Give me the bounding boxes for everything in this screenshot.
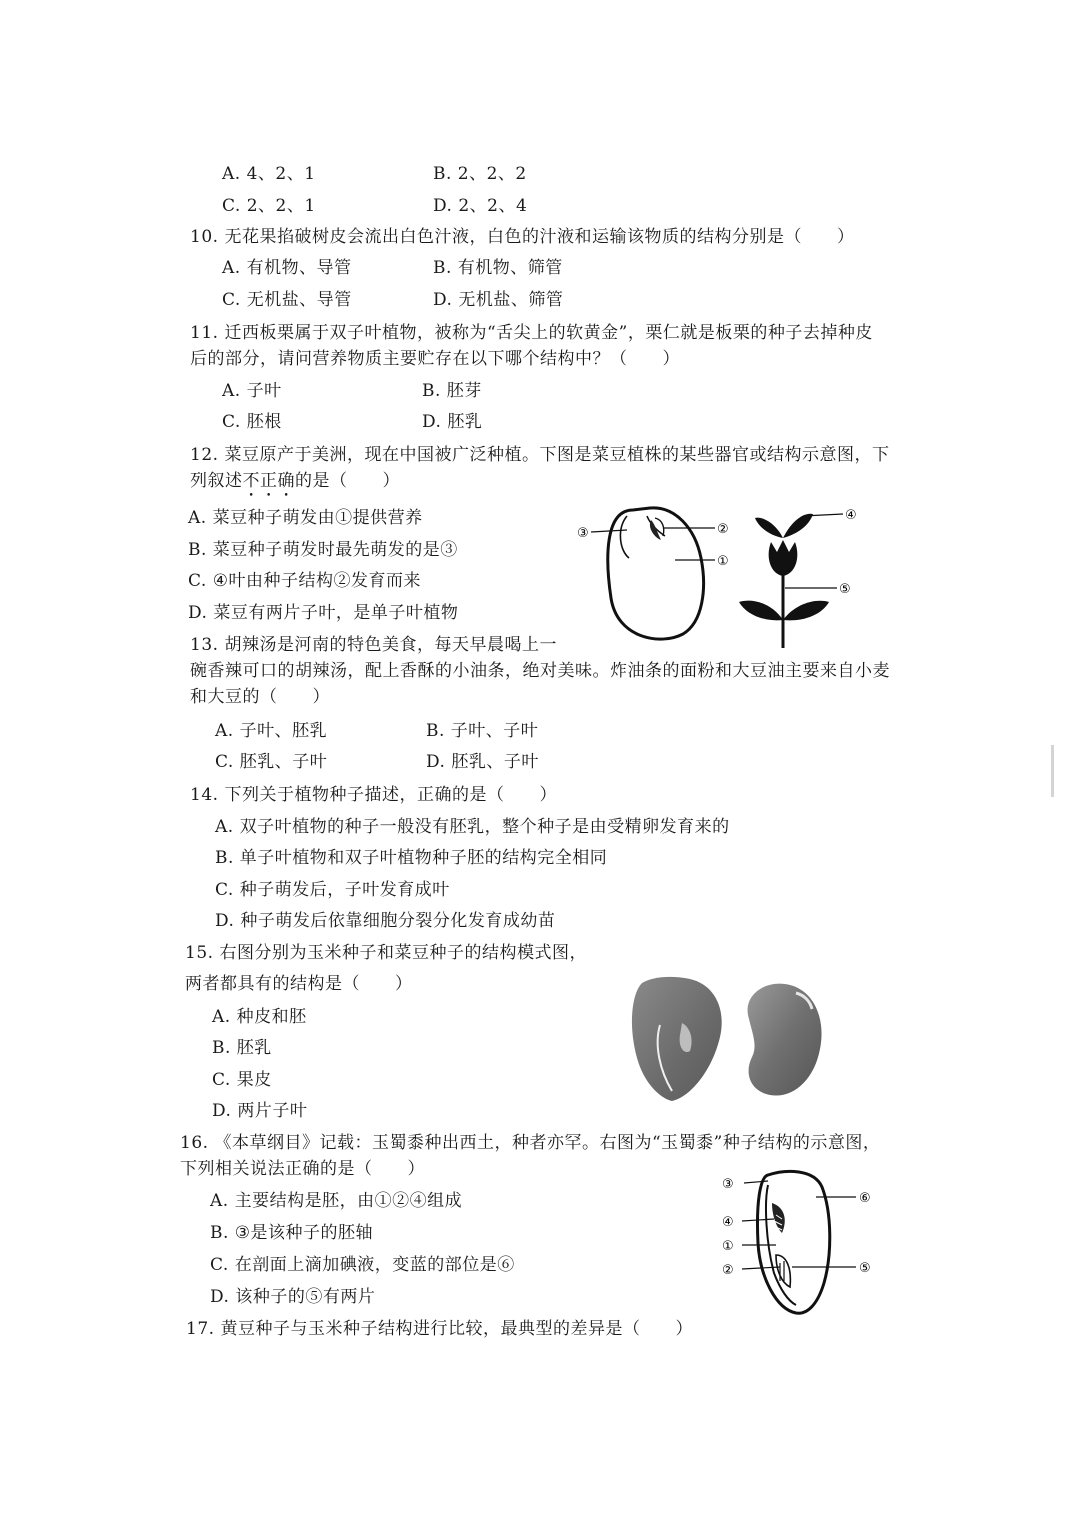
- q14-option-a: A. 双子叶植物的种子一般没有胚乳，整个种子是由受精卵发育来的: [215, 817, 730, 837]
- q13-option-b: B. 子叶、子叶: [426, 721, 539, 741]
- q14-option-d: D. 种子萌发后依靠细胞分裂分化发育成幼苗: [215, 911, 556, 931]
- q12-stem-line1: 12. 菜豆原产于美洲，现在中国被广泛种植。下图是菜豆植株的某些器官或结构示意图，下: [190, 445, 890, 465]
- q11-option-b: B. 胚芽: [422, 381, 482, 401]
- q11-option-a: A. 子叶: [222, 381, 282, 401]
- q13-option-c: C. 胚乳、子叶: [215, 752, 328, 772]
- q9-option-c: C. 2、2、1: [222, 196, 316, 216]
- corn-label-3: ③: [722, 1177, 734, 1192]
- q16-option-d: D. 该种子的⑤有两片: [210, 1287, 376, 1307]
- q13-stem-line2: 碗香辣可口的胡辣汤，配上香酥的小油条，绝对美味。炸油条的面粉和大豆油主要来自小麦: [190, 661, 890, 681]
- q9-option-a: A. 4、2、1: [222, 164, 316, 184]
- corn-label-5: ⑤: [859, 1261, 871, 1276]
- q12-stem-line2: 列叙述不正确的是（ ）: [190, 471, 400, 491]
- q12-option-d: D. 菜豆有两片子叶，是单子叶植物: [188, 603, 459, 623]
- q17-stem: 17. 黄豆种子与玉米种子结构进行比较，最典型的差异是（ ）: [186, 1319, 693, 1339]
- q11-stem-line1: 11. 迁西板栗属于双子叶植物，被称为“舌尖上的软黄金”，栗仁就是板栗的种子去掉种皮: [190, 323, 873, 343]
- q14-option-c: C. 种子萌发后，子叶发育成叶: [215, 880, 450, 900]
- q16-stem-line2: 下列相关说法正确的是（ ）: [180, 1159, 425, 1179]
- q13-stem-line1: 13. 胡辣汤是河南的特色美食，每天早晨喝上一: [190, 635, 557, 655]
- q9-option-b: B. 2、2、2: [433, 164, 527, 184]
- q12-option-c: C. ④叶由种子结构②发育而来: [188, 571, 421, 591]
- bean-seed-photo: [748, 984, 822, 1096]
- q16-option-c: C. 在剖面上滴加碘液，变蓝的部位是⑥: [210, 1255, 515, 1275]
- bean-label-3: ③: [577, 526, 589, 541]
- q14-option-b: B. 单子叶植物和双子叶植物种子胚的结构完全相同: [215, 848, 608, 868]
- q12-emphasis: 不正确: [242, 471, 295, 491]
- q13-option-d: D. 胚乳、子叶: [426, 752, 539, 772]
- corn-label-2: ②: [722, 1263, 734, 1278]
- corn-label-4: ④: [722, 1215, 734, 1230]
- q15-option-c: C. 果皮: [212, 1070, 272, 1090]
- q12-option-b: B. 菜豆种子萌发时最先萌发的是③: [188, 540, 458, 560]
- q13-option-a: A. 子叶、胚乳: [215, 721, 328, 741]
- q10-option-c: C. 无机盐、导管: [222, 290, 352, 310]
- bean-label-1: ①: [717, 554, 729, 569]
- q16-stem-line1: 16. 《本草纲目》记载：玉蜀黍种出西土，种者亦罕。右图为“玉蜀黍”种子结构的示意图，: [180, 1133, 881, 1153]
- corn-kernel-diagram: [716, 1163, 886, 1323]
- scan-edge-mark: [1051, 745, 1054, 797]
- q16-option-b: B. ③是该种子的胚轴: [210, 1223, 374, 1243]
- corn-label-6: ⑥: [859, 1191, 871, 1206]
- seedling-label-5: ⑤: [839, 582, 851, 597]
- q15-stem-line1: 15. 右图分别为玉米种子和菜豆种子的结构模式图，: [185, 943, 587, 963]
- corn-bean-seed-photos: [620, 975, 840, 1107]
- q15-option-b: B. 胚乳: [212, 1038, 272, 1058]
- q14-stem: 14. 下列关于植物种子描述，正确的是（ ）: [190, 785, 557, 805]
- q10-option-a: A. 有机物、导管: [222, 258, 352, 278]
- q10-option-d: D. 无机盐、筛管: [433, 290, 564, 310]
- q11-stem-line2: 后的部分，请问营养物质主要贮存在以下哪个结构中？（ ）: [190, 349, 680, 369]
- bean-seed-diagram: [575, 498, 875, 656]
- q13-stem-line3: 和大豆的（ ）: [190, 687, 330, 707]
- bean-label-2: ②: [717, 522, 729, 537]
- q11-option-d: D. 胚乳: [422, 412, 483, 432]
- corn-seed-photo: [632, 977, 722, 1101]
- q15-option-d: D. 两片子叶: [212, 1101, 308, 1121]
- q10-stem: 10. 无花果掐破树皮会流出白色汁液，白色的汁液和运输该物质的结构分别是（ ）: [190, 227, 855, 247]
- q16-option-a: A. 主要结构是胚，由①②④组成: [210, 1191, 463, 1211]
- q9-option-d: D. 2、2、4: [433, 196, 528, 216]
- q15-stem-line2: 两者都具有的结构是（ ）: [185, 974, 413, 994]
- q10-option-b: B. 有机物、筛管: [433, 258, 563, 278]
- q15-option-a: A. 种皮和胚: [212, 1007, 307, 1027]
- q11-option-c: C. 胚根: [222, 412, 282, 432]
- q12-option-a: A. 菜豆种子萌发由①提供营养: [188, 508, 423, 528]
- corn-label-1: ①: [722, 1239, 734, 1254]
- seedling-label-4: ④: [845, 508, 857, 523]
